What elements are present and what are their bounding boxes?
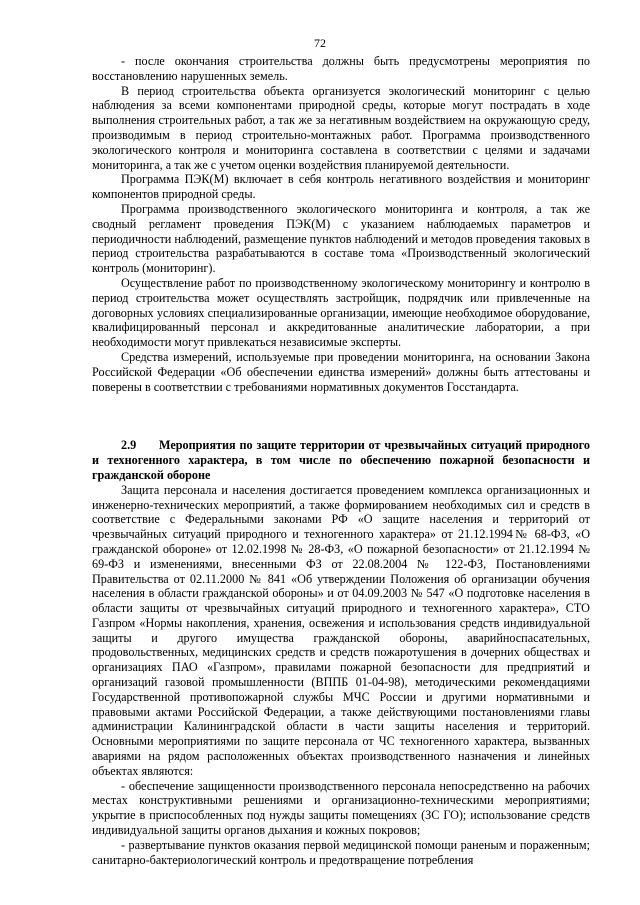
- paragraph-measuring-tools: Средства измерений, используемые при проведении мониторинга, на основании Закона Российской Федерации «Об обеспечении единства измерений» должны быть аттестованы и поверены в соответствии с требованиями нормативных документов Госстандарта.: [92, 349, 590, 394]
- paragraph-pek-regulation: Программа производственного экологического мониторинга и контроля, а так же сводный регламент проведения ПЭК(М) с указанием наблюдаемых параметров и периодичности наблюдений, размещение пунктов наблюдений и методов проведения таковых в период строительства разрабатываются в составе тома «Производственный экологический контроль (мониторинг).: [92, 201, 590, 276]
- paragraph-executors: Осуществление работ по производственному экологическому мониторингу и контролю в период строительства может осуществлять застройщик, подрядчик или привлеченные на договорных условиях специализированные организации, имеющие необходимое оборудование, квалифицированный персонал и аккредитованные аналитические лаборатории, а при необходимости могут привлекаться независимые эксперты.: [92, 275, 590, 350]
- paragraph-pek-program: Программа ПЭК(М) включает в себя контроль негативного воздействия и мониторинг компонентов природной среды.: [92, 172, 590, 202]
- page-number: 72: [314, 36, 326, 50]
- body-text: [92, 54, 590, 867]
- section-number: 2.9: [121, 438, 137, 453]
- paragraph-restoration: - после окончания строительства должны быть предусмотрены мероприятия по восстановлению нарушенных земель.: [92, 54, 590, 83]
- section-spacer: [92, 394, 590, 438]
- paragraph-monitoring-intro: В период строительства объекта организуется экологический мониторинг с целью наблюдения за всеми компонентами природной среды, которые могут пострадать в ходе выполнения строительных работ, а так же за негативным воздействием на окружающую среду, производимым в период строительно-монтажных работ. Программа производственного экологического контроля и мониторинга составлена в соответствии с целями и задачами мониторинга, а так же с учетом оценки воздействия планируемой деятельности.: [92, 83, 590, 172]
- section-title: Мероприятия по защите территории от чрезвычайных ситуаций природного и техногенного характера, в том числе по обеспечению пожарной безопасности и гражданской обороне: [92, 438, 590, 482]
- section-heading: [92, 438, 590, 482]
- list-item-workplace-protection: - обеспечение защищенности производственного персонала непосредственно на рабочих местах конструктивными решениями и организационно-техническими мероприятиями; укрытие в приспособленных под нужды защиты помещениях (ЗС ГО); использование средств индивидуальной защиты органов дыхания и кожных покровов;: [92, 778, 590, 838]
- list-item-first-aid: - развертывание пунктов оказания первой медицинской помощи раненым и пораженным; санитарно-бактериологический контроль и предотвращение потребления: [92, 837, 590, 867]
- paragraph-protection-measures: Защита персонала и населения достигается проведением комплекса организационных и инженерно-технических мероприятий, а также формированием необходимых сил и средств в соответствие с Федеральными законами РФ «О защите населения и территорий от чрезвычайных ситуаций природного и техногенного характера» от 21.12.1994№ 68-ФЗ, «О гражданской обороне» от 12.02.1998 № 28-ФЗ, «О пожарной безопасности» от 21.12.1994 № 69-ФЗ и изменениями, внесенными ФЗ от 22.08.2004 № 122-ФЗ, Постановлениями Правительства от 02.11.2000 № 841 «Об утверждении Положения об организации обучения населения в области гражданской обороны» и от 04.09.2003 № 547 «О подготовке населения в области защиты от чрезвычайных ситуаций природного и техногенного характера», СТО Газпром «Нормы накопления, хранения, освежения и использования средств индивидуальной защиты и другого имущества гражданской обороны, аварийноспасательных, продовольственных, медицинских средств и средств пожаротушения в дочерних обществах и организациях ПАО «Газпром», правилами пожарной безопасности для предприятий и организаций газовой промышленности (ВППБ 01-04-98), методическими рекомендациями Государственной противопожарной службы МЧС России и другими нормативными и правовыми актами Российской Федерации, а также действующими постановлениями главы администрации Калининградской области в части защиты населения и территорий. Основными мероприятиями по защите персонала от ЧС техногенного характера, вызванных авариями на рядом расположенных объектах производственного назначения и линейных объектах являются:: [92, 482, 590, 778]
